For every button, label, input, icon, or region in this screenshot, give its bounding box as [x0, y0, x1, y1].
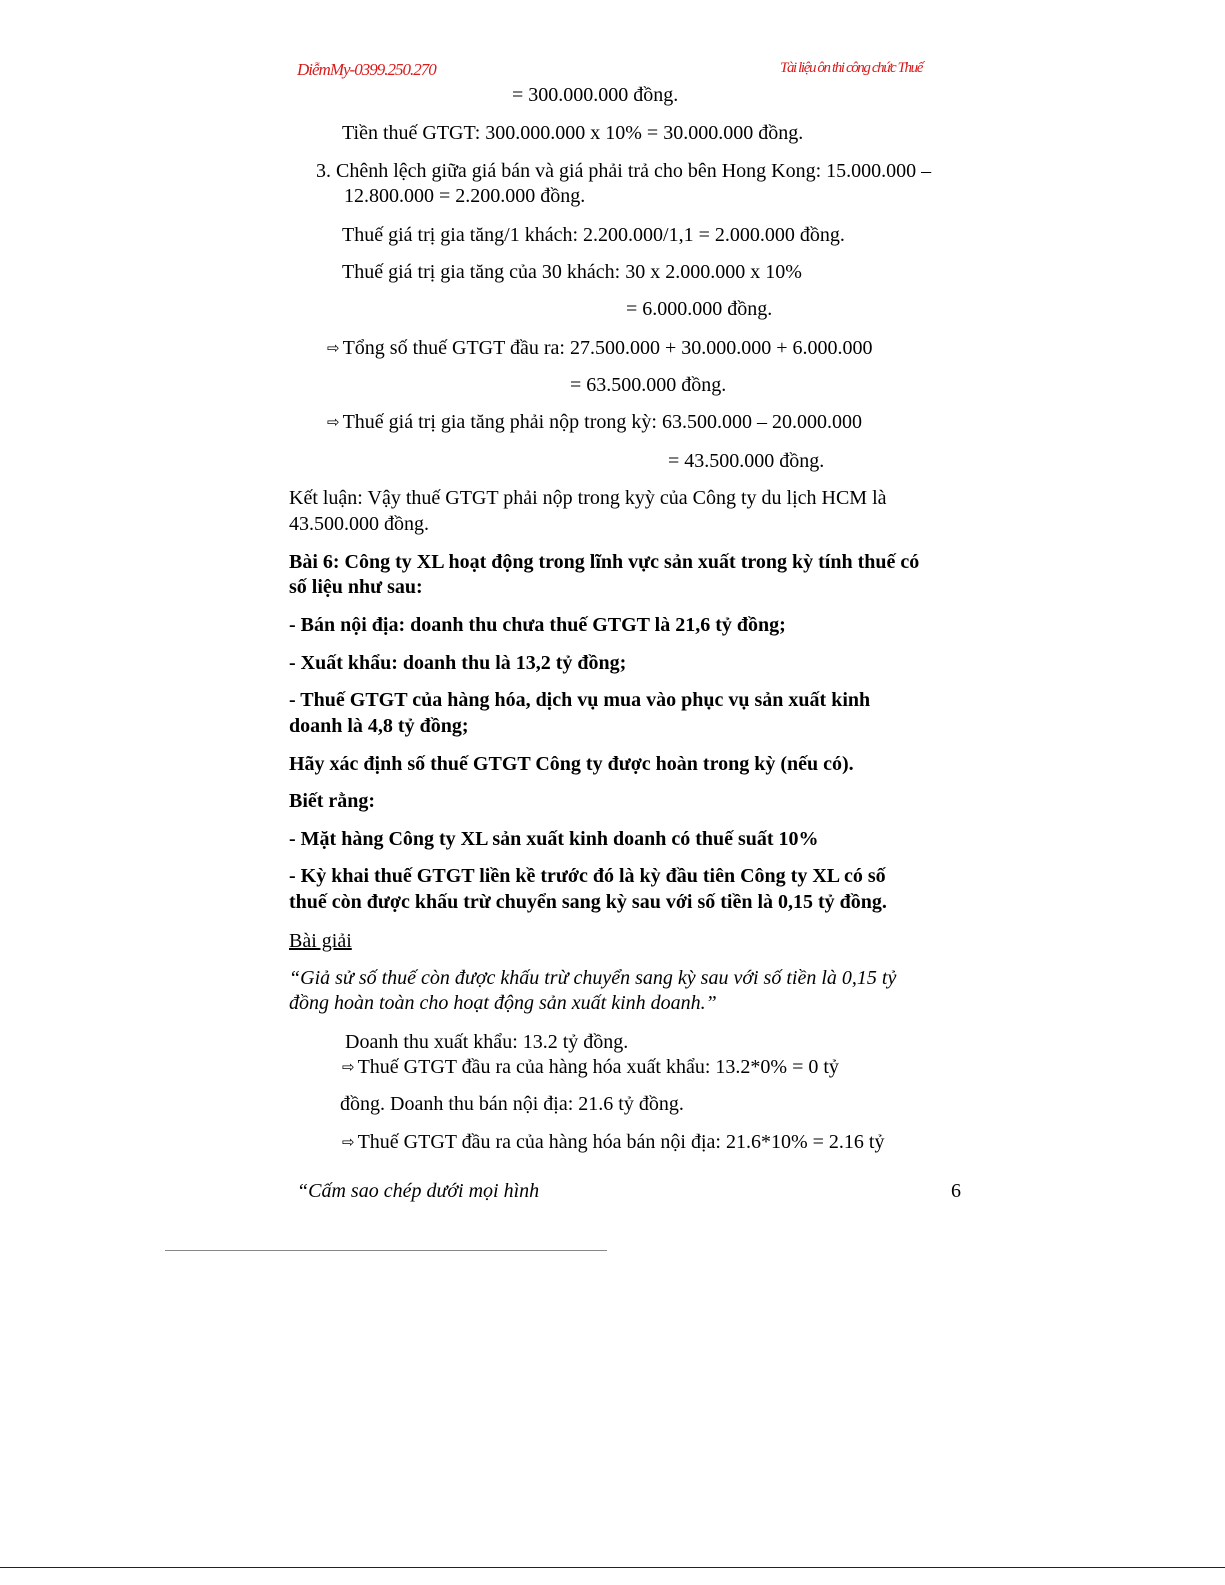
- line-text: Thuế GTGT đầu ra của hàng hóa bán nội địa: 21.6*10% = 2.16 tỷ: [357, 1131, 885, 1153]
- solution-line: Doanh thu xuất khẩu: 13.2 tỷ đồng.: [345, 1031, 629, 1053]
- exercise-item: - Xuất khẩu: doanh thu là 13,2 tỷ đồng;: [289, 652, 627, 674]
- exercise-item: - Bán nội địa: doanh thu chưa thuế GTGT là 21,6 tỷ đồng;: [289, 614, 786, 636]
- text-line: [327, 335, 873, 361]
- assumption-text: đồng hoàn toàn cho hoạt động sản xuất kinh doanh.”: [289, 992, 717, 1014]
- text-line: Thuế giá trị gia tăng của 30 khách: 30 x 2.000.000 x 10%: [342, 261, 802, 283]
- exercise-heading: Bài 6: Công ty XL hoạt động trong lĩnh vực sản xuất trong kỳ tính thuế có: [289, 551, 920, 573]
- exercise-item: thuế còn được khấu trừ chuyển sang kỳ sau với số tiền là 0,15 tỷ đồng.: [289, 891, 887, 913]
- exercise-item: - Kỳ khai thuế GTGT liền kề trước đó là kỳ đầu tiên Công ty XL có số: [289, 865, 886, 887]
- line-text: Tổng số thuế GTGT đầu ra: 27.500.000 + 30.000.000 + 6.000.000: [342, 337, 873, 359]
- footer-copyright-note: “Cấm sao chép dưới mọi hình: [297, 1180, 540, 1202]
- text-line: Tiền thuế GTGT: 300.000.000 x 10% = 30.000.000 đồng.: [342, 122, 804, 144]
- exercise-item: - Mặt hàng Công ty XL sản xuất kinh doanh có thuế suất 10%: [289, 828, 819, 850]
- text-line: 12.800.000 = 2.200.000 đồng.: [344, 185, 586, 207]
- text-line: 43.500.000 đồng.: [289, 513, 429, 535]
- solution-line: đồng. Doanh thu bán nội địa: 21.6 tỷ đồng.: [340, 1093, 684, 1115]
- exercise-heading: số liệu như sau:: [289, 576, 423, 598]
- text-line: = 43.500.000 đồng.: [668, 450, 825, 472]
- arrow-right-icon: ⇨: [327, 413, 340, 431]
- exercise-note: Biết rằng:: [289, 790, 376, 812]
- exercise-item: doanh là 4,8 tỷ đồng;: [289, 715, 469, 737]
- text-line: Thuế giá trị gia tăng/1 khách: 2.200.000/1,1 = 2.000.000 đồng.: [342, 224, 845, 246]
- text-line: Kết luận: Vậy thuế GTGT phải nộp trong kyỳ của Công ty du lịch HCM là: [289, 487, 887, 509]
- page-number: 6: [951, 1180, 961, 1202]
- footnote-divider: [165, 1250, 607, 1251]
- page-bottom-divider: [0, 1567, 1225, 1568]
- arrow-right-icon: ⇨: [342, 1058, 355, 1076]
- header-right-watermark: Tài liệu ôn thi công chức Thuế: [780, 60, 922, 76]
- solution-line: [342, 1129, 884, 1155]
- line-text: Thuế giá trị gia tăng phải nộp trong kỳ: 63.500.000 – 20.000.000: [342, 411, 862, 433]
- arrow-right-icon: ⇨: [327, 339, 340, 357]
- line-text: Thuế GTGT đầu ra của hàng hóa xuất khẩu: 13.2*0% = 0 tỷ: [357, 1056, 839, 1078]
- text-line: = 63.500.000 đồng.: [570, 374, 727, 396]
- text-line: = 300.000.000 đồng.: [512, 84, 679, 106]
- text-line: = 6.000.000 đồng.: [626, 298, 773, 320]
- solution-line: [342, 1054, 839, 1080]
- header-left-watermark: DiễmMy-0399.250.270: [297, 60, 436, 79]
- exercise-item: - Thuế GTGT của hàng hóa, dịch vụ mua vào phục vụ sản xuất kinh: [289, 689, 871, 711]
- text-line: 3. Chênh lệch giữa giá bán và giá phải trả cho bên Hong Kong: 15.000.000 –: [316, 160, 932, 182]
- assumption-text: “Giả sử số thuế còn được khấu trừ chuyển sang kỳ sau với số tiền là 0,15 tỷ: [289, 967, 897, 989]
- solution-heading: Bài giải: [289, 930, 352, 952]
- exercise-question: Hãy xác định số thuế GTGT Công ty được hoàn trong kỳ (nếu có).: [289, 753, 854, 775]
- arrow-right-icon: ⇨: [342, 1133, 355, 1151]
- text-line: [327, 409, 862, 435]
